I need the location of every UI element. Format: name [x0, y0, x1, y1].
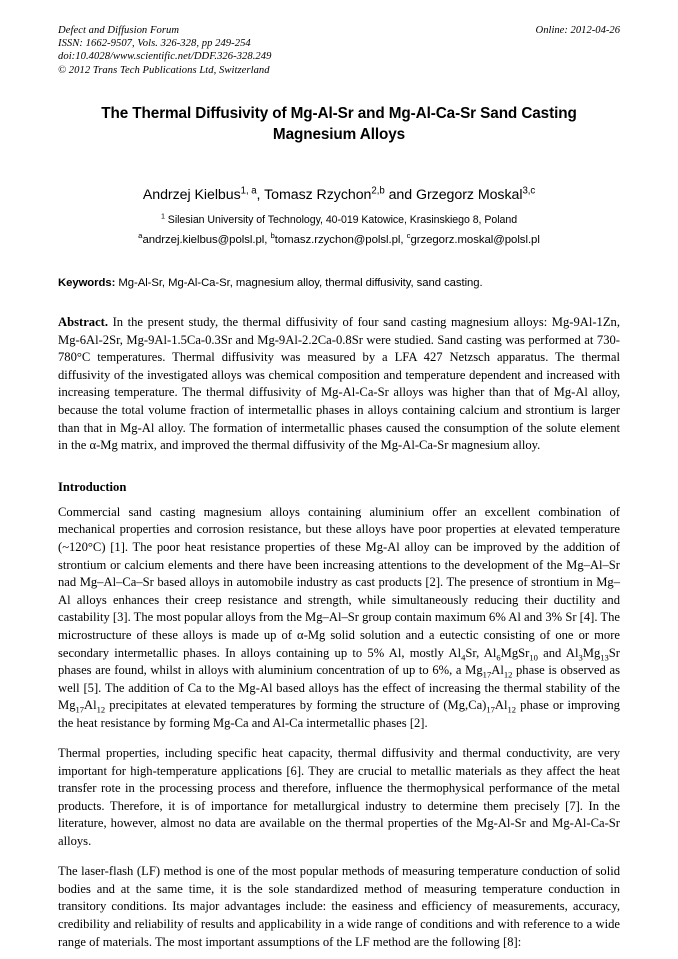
- formula-subscript: 4: [461, 652, 466, 663]
- formula-subscript: 3: [578, 652, 583, 663]
- affiliation-line: [58, 211, 620, 226]
- intro-p1-part-a: Commercial sand casting magnesium alloys containing aluminium offer an excellent combination of mechanical properties and corrosion resistance, but these alloys have poor properties at elevated temperature (~120°C) [1]. The poor heat resistance properties of these Mg-Al alloy can be improved by the addition of strontium or calcium elements and there have been increasing attentions to the development of the Mg–Al–Sr nad Mg–Al–Ca–Sr based alloys in automobile industry as cast products [2]. The presence of strontium in Mg–Al alloys enhances their creep resistance and strength, while simultaneously reducing their ductility and castability [3]. The most popular alloys from the Mg–Al–Sr group contain maximum 6% Al and 3% Sr [4]. The microstructure of these alloys is made up of α-Mg solid solution and a eutectic consisting of one or more secondary intermetallic phases. In alloys containing up to 5% Al, mostly Al: [58, 504, 620, 660]
- formula-subscript: 17: [482, 669, 492, 680]
- journal-doi: doi:10.4028/www.scientific.net/DDF.326-328.249: [58, 51, 272, 63]
- intro-p1-part-c: MgSr: [500, 645, 530, 660]
- email-marker-c: c: [406, 231, 411, 241]
- intro-p1-part-e: Mg: [582, 645, 601, 660]
- introduction-paragraph-2: Thermal properties, including specific heat capacity, thermal diffusivity and thermal conductivity, are very important for high-temperature applications [6]. They are crucial to metallic materials as they affect the heat transfer rote in the processing process and therefore, influence the thermophysical performance of the metal products. Therefore, it is of importance for metallurgical industry to determine them precisely [7]. In the literature, however, almost no data are available on the thermal properties of the Mg-Al-Sr and Mg-Al-Ca-Sr alloys.: [58, 746, 620, 849]
- affiliation-text: Silesian University of Technology, 40-019 Katowice, Krasinskiego 8, Poland: [164, 214, 518, 226]
- intro-p1-part-f: Sr phases are found, whilst in alloys with aluminium concentration of up to 6%, a Mg: [58, 645, 620, 678]
- journal-copyright: © 2012 Trans Tech Publications Ltd, Switzerland: [58, 64, 270, 76]
- online-date: Online: 2012-04-26: [535, 25, 620, 36]
- intro-p1-part-g: Al: [491, 663, 504, 678]
- affiliation-marker: 1: [160, 211, 165, 221]
- formula-subscript: 10: [529, 652, 538, 663]
- email-address-c[interactable]: grzegorz.moskal@polsl.pl: [410, 234, 540, 246]
- formula-subscript: 13: [600, 652, 609, 663]
- formula-subscript: 12: [503, 669, 513, 680]
- author-name-1: Andrzej Kielbus: [142, 187, 241, 203]
- page-title: The Thermal Diffusivity of Mg-Al-Sr and Mg-Al-Ca-Sr Sand Casting Magnesium Alloys: [101, 105, 577, 143]
- keywords-label: Keywords:: [58, 277, 116, 289]
- author-name-2: Tomasz Rzychon: [264, 187, 372, 203]
- email-marker-b: b: [270, 231, 275, 241]
- author-separator-1: ,: [256, 187, 265, 203]
- email-address-b[interactable]: tomasz.rzychon@polsl.pl,: [274, 234, 407, 246]
- author-affiliation-marker-1: 1, a: [240, 185, 257, 197]
- intro-p1-part-k: Al: [494, 698, 508, 713]
- formula-subscript: 12: [96, 704, 106, 715]
- author-affiliation-marker-3: 3,c: [522, 185, 536, 197]
- email-marker-a: a: [138, 231, 143, 241]
- journal-name: Defect and Diffusion Forum: [58, 25, 180, 36]
- journal-issn: ISSN: 1662-9507, Vols. 326-328, pp 249-254: [58, 38, 251, 50]
- abstract-label: Abstract.: [58, 315, 109, 329]
- journal-masthead: [58, 24, 620, 86]
- formula-subscript: 12: [507, 704, 517, 715]
- intro-p1-part-b: Sr, Al: [465, 645, 497, 660]
- formula-subscript: 17: [75, 704, 85, 715]
- author-list: [58, 187, 620, 203]
- author-separator-2: and: [384, 187, 416, 203]
- author-name-3: Grzegorz Moskal: [415, 187, 523, 203]
- introduction-paragraph-1: [58, 504, 620, 733]
- intro-p1-part-i: Al: [84, 698, 97, 713]
- keywords-text: Mg-Al-Sr, Mg-Al-Ca-Sr, magnesium alloy, thermal diffusivity, sand casting.: [115, 277, 483, 289]
- abstract-text: In the present study, the thermal diffusivity of four sand casting magnesium alloys: Mg-9Al-1Zn, Mg-6Al-2Sr, Mg-9Al-1.5Ca-0.3Sr and Mg-9Al-2.2Ca-0.8Sr were studied. Sand casting was performed at 730-780°C temperatures. Thermal diffusivity was measured by a LFA 427 Netzsch apparatus. The thermal diffusivity of the investigated alloys was chemical composition and temperature dependent and increased with increasing temperature. The thermal diffusivity of Mg-Al-Ca-Sr alloys was higher than that of Mg-Al alloy, because the total volume fraction of intermetallic phases in alloys containing calcium and strontium is larger than that in Mg-Al alloy. The formation of intermetallic phases caused the consumption of the solute element in the α-Mg matrix, and improved the thermal diffusivity of the Mg-Al-Ca-Sr magnesium alloy.: [58, 315, 620, 453]
- intro-p1-part-l: phase or improving the heat resistance by forming Mg-Ca and Al-Ca intermetallic phases [2].: [58, 698, 620, 730]
- author-affiliation-marker-2: 2,b: [371, 185, 385, 197]
- formula-subscript: 6: [496, 652, 501, 663]
- abstract-paragraph: [58, 314, 620, 455]
- email-address-a[interactable]: andrzej.kielbus@polsl.pl,: [142, 234, 271, 246]
- section-heading-introduction: Introduction: [58, 479, 127, 494]
- formula-subscript: 17: [486, 704, 495, 715]
- introduction-paragraph-3: The laser-flash (LF) method is one of the most popular methods of measuring temperature conduction of solid bodies and at the same time, it is the sole standardized method of measuring temperature conduction in transitory conditions. Its major advantages include: the easiness and efficiency of measurements, accuracy, credibility and reliability of results and applicability in a wide range of conditions and with reference to a wide range of materials. The most important assumptions of the LF method are the following [8]:: [58, 864, 620, 949]
- intro-p1-part-j: precipitates at elevated temperatures by forming the structure of (Mg,Ca): [105, 698, 487, 713]
- email-line: [58, 231, 620, 246]
- intro-p1-part-d: and Al: [537, 645, 579, 660]
- intro-p1-part-h: phase is observed as well [5]. The addition of Ca to the Mg-Al based alloys has the effect of increasing the thermal stability of the Mg: [58, 663, 620, 713]
- keywords-line: [58, 277, 620, 289]
